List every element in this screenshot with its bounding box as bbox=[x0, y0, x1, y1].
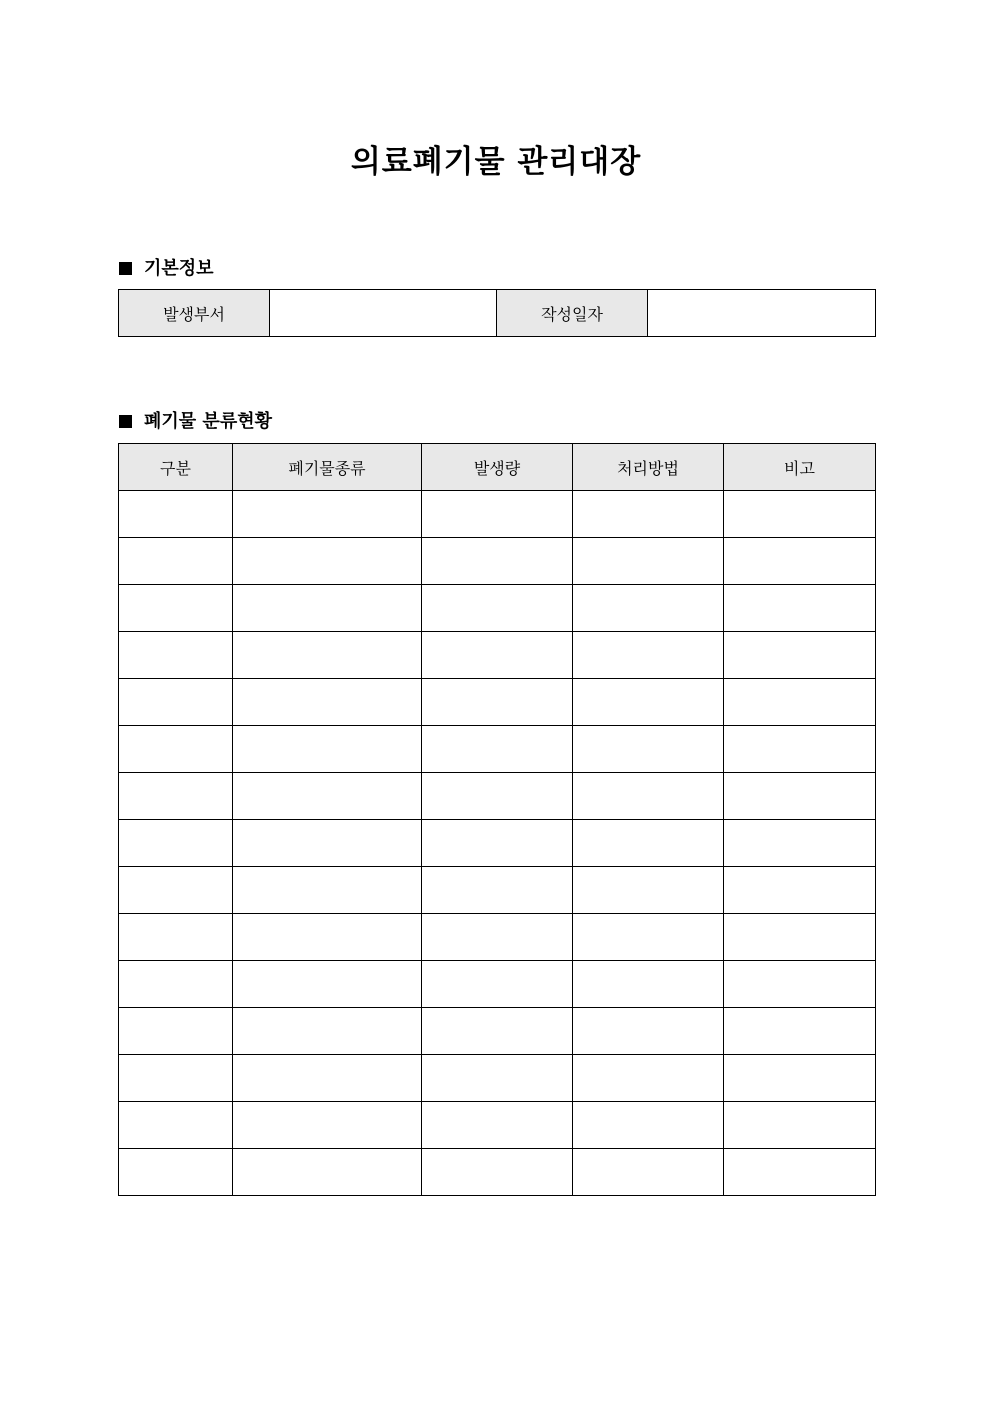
cell-remarks[interactable] bbox=[724, 914, 876, 961]
cell-disposal-method[interactable] bbox=[573, 773, 724, 820]
table-row bbox=[119, 1149, 876, 1196]
cell-category[interactable] bbox=[119, 585, 233, 632]
classification-heading bbox=[119, 407, 272, 433]
cell-category[interactable] bbox=[119, 632, 233, 679]
cell-amount[interactable] bbox=[422, 679, 573, 726]
cell-amount[interactable] bbox=[422, 491, 573, 538]
column-header-waste-type: 폐기물종류 bbox=[233, 444, 422, 491]
cell-remarks[interactable] bbox=[724, 1102, 876, 1149]
cell-category[interactable] bbox=[119, 1055, 233, 1102]
department-label: 발생부서 bbox=[119, 290, 270, 337]
table-header-row bbox=[119, 444, 876, 491]
cell-amount[interactable] bbox=[422, 773, 573, 820]
table-row bbox=[119, 820, 876, 867]
cell-disposal-method[interactable] bbox=[573, 914, 724, 961]
cell-remarks[interactable] bbox=[724, 585, 876, 632]
cell-category[interactable] bbox=[119, 1008, 233, 1055]
cell-waste-type[interactable] bbox=[233, 1008, 422, 1055]
cell-waste-type[interactable] bbox=[233, 585, 422, 632]
cell-disposal-method[interactable] bbox=[573, 1149, 724, 1196]
cell-disposal-method[interactable] bbox=[573, 679, 724, 726]
cell-category[interactable] bbox=[119, 820, 233, 867]
cell-waste-type[interactable] bbox=[233, 914, 422, 961]
square-bullet-icon bbox=[119, 415, 132, 428]
table-row bbox=[119, 679, 876, 726]
cell-disposal-method[interactable] bbox=[573, 1055, 724, 1102]
column-header-amount: 발생량 bbox=[422, 444, 573, 491]
cell-waste-type[interactable] bbox=[233, 1102, 422, 1149]
cell-disposal-method[interactable] bbox=[573, 867, 724, 914]
cell-category[interactable] bbox=[119, 491, 233, 538]
cell-disposal-method[interactable] bbox=[573, 491, 724, 538]
classification-heading-label: 폐기물 분류현황 bbox=[144, 411, 272, 432]
cell-remarks[interactable] bbox=[724, 1149, 876, 1196]
column-header-category: 구분 bbox=[119, 444, 233, 491]
cell-disposal-method[interactable] bbox=[573, 726, 724, 773]
cell-amount[interactable] bbox=[422, 914, 573, 961]
document-title: 의료폐기물 관리대장 bbox=[350, 144, 642, 180]
cell-waste-type[interactable] bbox=[233, 538, 422, 585]
table-row bbox=[119, 773, 876, 820]
table-row bbox=[119, 632, 876, 679]
cell-disposal-method[interactable] bbox=[573, 1008, 724, 1055]
cell-category[interactable] bbox=[119, 726, 233, 773]
cell-disposal-method[interactable] bbox=[573, 585, 724, 632]
basic-info-table bbox=[118, 289, 876, 337]
basic-info-heading bbox=[119, 254, 214, 280]
cell-category[interactable] bbox=[119, 773, 233, 820]
cell-category[interactable] bbox=[119, 679, 233, 726]
waste-classification-table bbox=[118, 443, 876, 1196]
cell-waste-type[interactable] bbox=[233, 1055, 422, 1102]
cell-waste-type[interactable] bbox=[233, 491, 422, 538]
cell-remarks[interactable] bbox=[724, 491, 876, 538]
cell-amount[interactable] bbox=[422, 1008, 573, 1055]
cell-amount[interactable] bbox=[422, 585, 573, 632]
cell-category[interactable] bbox=[119, 1149, 233, 1196]
column-header-disposal-method: 처리방법 bbox=[573, 444, 724, 491]
cell-waste-type[interactable] bbox=[233, 773, 422, 820]
cell-amount[interactable] bbox=[422, 726, 573, 773]
table-row bbox=[119, 1102, 876, 1149]
cell-remarks[interactable] bbox=[724, 773, 876, 820]
table-row bbox=[119, 585, 876, 632]
square-bullet-icon bbox=[119, 262, 132, 275]
cell-remarks[interactable] bbox=[724, 679, 876, 726]
table-row bbox=[119, 538, 876, 585]
cell-amount[interactable] bbox=[422, 1102, 573, 1149]
date-field[interactable] bbox=[648, 290, 876, 337]
cell-amount[interactable] bbox=[422, 1055, 573, 1102]
cell-remarks[interactable] bbox=[724, 726, 876, 773]
department-field[interactable] bbox=[270, 290, 497, 337]
cell-waste-type[interactable] bbox=[233, 679, 422, 726]
cell-waste-type[interactable] bbox=[233, 867, 422, 914]
date-label: 작성일자 bbox=[497, 290, 648, 337]
cell-disposal-method[interactable] bbox=[573, 820, 724, 867]
cell-disposal-method[interactable] bbox=[573, 1102, 724, 1149]
table-row bbox=[119, 491, 876, 538]
table-body bbox=[119, 491, 876, 1196]
basic-info-heading-label: 기본정보 bbox=[144, 258, 214, 279]
cell-amount[interactable] bbox=[422, 632, 573, 679]
cell-waste-type[interactable] bbox=[233, 726, 422, 773]
cell-remarks[interactable] bbox=[724, 961, 876, 1008]
cell-disposal-method[interactable] bbox=[573, 538, 724, 585]
table-row bbox=[119, 1055, 876, 1102]
cell-disposal-method[interactable] bbox=[573, 961, 724, 1008]
cell-waste-type[interactable] bbox=[233, 820, 422, 867]
column-header-remarks: 비고 bbox=[724, 444, 876, 491]
table-row bbox=[119, 867, 876, 914]
cell-remarks[interactable] bbox=[724, 1008, 876, 1055]
cell-amount[interactable] bbox=[422, 961, 573, 1008]
cell-category[interactable] bbox=[119, 538, 233, 585]
cell-remarks[interactable] bbox=[724, 538, 876, 585]
cell-disposal-method[interactable] bbox=[573, 632, 724, 679]
cell-amount[interactable] bbox=[422, 820, 573, 867]
cell-remarks[interactable] bbox=[724, 1055, 876, 1102]
cell-category[interactable] bbox=[119, 914, 233, 961]
table-row bbox=[119, 914, 876, 961]
cell-amount[interactable] bbox=[422, 1149, 573, 1196]
cell-remarks[interactable] bbox=[724, 867, 876, 914]
cell-waste-type[interactable] bbox=[233, 1149, 422, 1196]
cell-waste-type[interactable] bbox=[233, 632, 422, 679]
cell-waste-type[interactable] bbox=[233, 961, 422, 1008]
table-row bbox=[119, 1008, 876, 1055]
table-row bbox=[119, 961, 876, 1008]
cell-remarks[interactable] bbox=[724, 820, 876, 867]
cell-category[interactable] bbox=[119, 867, 233, 914]
cell-category[interactable] bbox=[119, 961, 233, 1008]
cell-category[interactable] bbox=[119, 1102, 233, 1149]
cell-remarks[interactable] bbox=[724, 632, 876, 679]
cell-amount[interactable] bbox=[422, 538, 573, 585]
cell-amount[interactable] bbox=[422, 867, 573, 914]
table-row bbox=[119, 726, 876, 773]
